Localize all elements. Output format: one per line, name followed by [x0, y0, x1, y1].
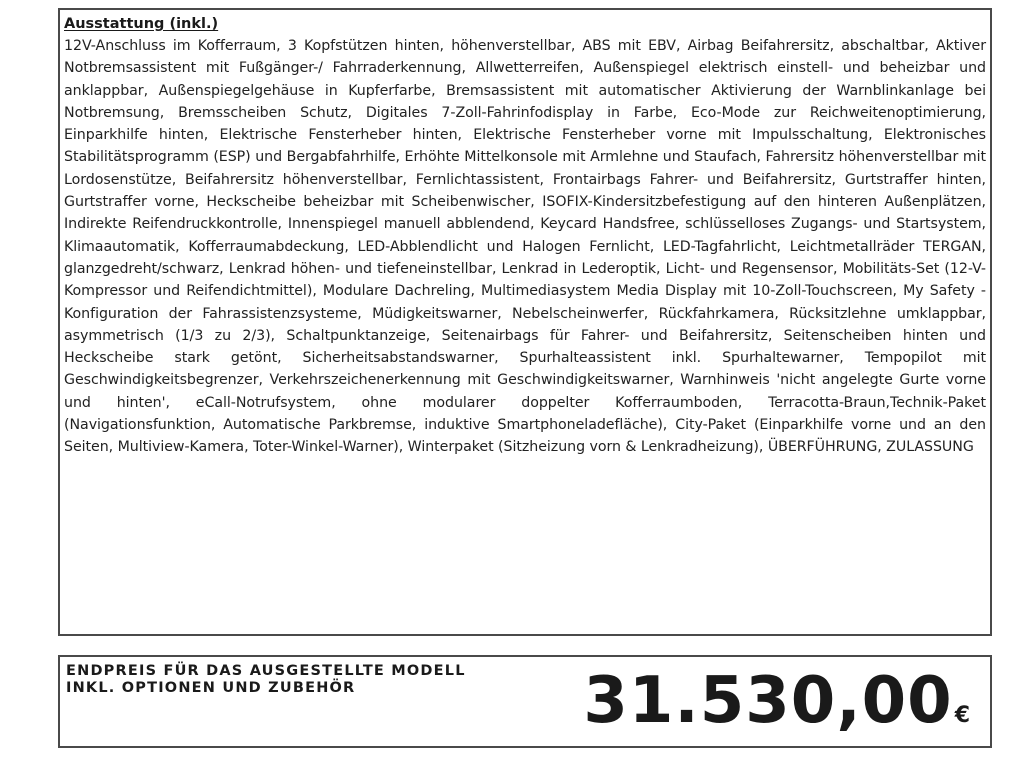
price-label: ENDPREIS FÜR DAS AUSGESTELLTE MODELL INKL. OPTIONEN UND ZUBEHÖR — [66, 663, 466, 696]
currency-symbol: € — [954, 703, 970, 728]
equipment-title: Ausstattung (inkl.) — [64, 16, 219, 32]
price-section — [58, 655, 992, 748]
equipment-section — [58, 8, 992, 636]
equipment-list-text: 12V-Anschluss im Kofferraum, 3 Kopfstützen hinten, höhenverstellbar, ABS mit EBV, Airbag Beifahrersitz, abschaltbar, Aktiver Notbremsassistent mit Fußgänger-/ Fahrraderkennung, Allwetterreifen, Außenspiegel elektrisch einstell- und beheizbar und anklappbar, Außenspiegelgehäuse in Kupferfarbe, Bremsassistent mit automatischer Aktivierung der Warnblinkanlage bei Notbremsung, Bremsscheiben Schutz, Digitales 7-Zoll-Fahrinfodisplay in Farbe, Eco-Mode zur Reichweitenoptimierung, Einparkhilfe hinten, Elektrische Fensterheber hinten, Elektrische Fensterheber vorne mit Impulsschaltung, Elektronisches Stabilitätsprogramm (ESP) und Bergabfahrhilfe, Erhöhte Mittelkonsole mit Armlehne und Staufach, Fahrersitz höhenverstellbar mit Lordosenstütze, Beifahrersitz höhenverstellbar, Fernlichtassistent, Frontairbags Fahrer- und Beifahrersitz, Gurtstraffer hinten, Gurtstraffer vorne, Heckscheibe beheizbar mit Scheibenwischer, ISOFIX-Kindersitzbefestigung auf den hinteren Außenplätzen, Indirekte Reifendruckkontrolle, Innenspiegel manuell abblendend, Keycard Handsfree, schlüsselloses Zugangs- und Startsystem, Klimaautomatik, Kofferraumabdeckung, LED-Abblendlicht und Halogen Fernlicht, LED-Tagfahrlicht, Leichtmetallräder TERGAN, glanzgedreht/schwarz, Lenkrad höhen- und tiefeneinstellbar, Lenkrad in Lederoptik, Licht- und Regensensor, Mobilitäts-Set (12-V-Kompressor und Reifendichtmittel), Modulare Dachreling, Multimediasystem Media Display mit 10-Zoll-Touchscreen, My Safety - Konfiguration der Fahrassistenzsysteme, Müdigkeitswarner, Nebelscheinwerfer, Rückfahrkamera, Rücksitzlehne umklappbar, asymmetrisch (1/3 zu 2/3), Schaltpunktanzeige, Seitenairbags für Fahrer- und Beifahrersitz, Seitenscheiben hinten und Heckscheibe stark getönt, Sicherheitsabstandswarner, Spurhalteassistent inkl. Spurhaltewarner, Tempopilot mit Geschwindigkeitsbegrenzer, Verkehrszeichenerkennung mit Geschwindigkeitswarner, Warnhinweis 'nicht angelegte Gurte vorne und hinten', eCall-Notrufsystem, ohne modularer doppelter Kofferraumboden, Terracotta-Braun,Technik-Paket (Navigationsfunktion, Automatische Parkbremse, induktive Smartphoneladefläche), City-Paket (Einparkhilfe vorne und an den Seiten, Multiview-Kamera, Toter-Winkel-Warner), Winterpaket (Sitzheizung vorn & Lenkradheizung), ÜBERFÜHRUNG, ZULASSUNG — [64, 38, 986, 456]
price-amount: 31.530,00 — [583, 664, 953, 738]
price-value — [583, 663, 970, 739]
